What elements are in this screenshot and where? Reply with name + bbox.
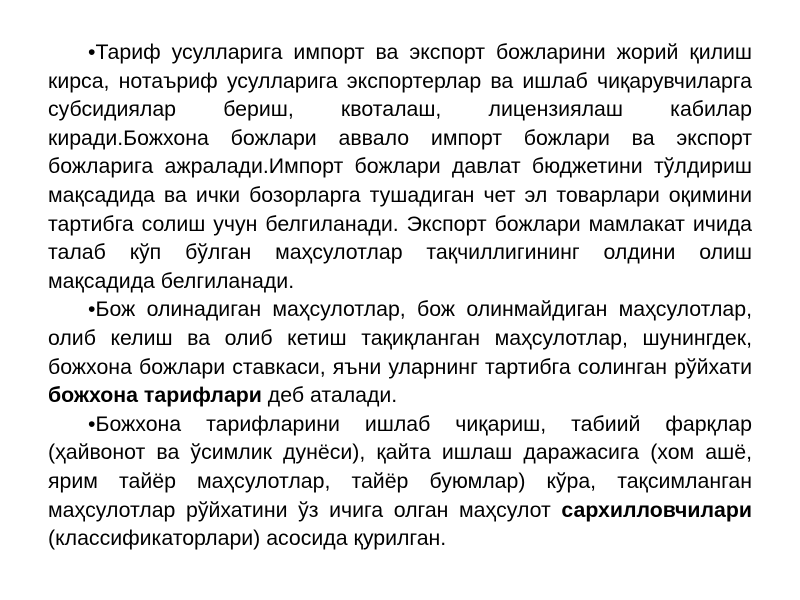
slide-body	[48, 38, 752, 553]
paragraph-customs-tariffs	[48, 295, 752, 409]
bullet-icon: •	[88, 411, 96, 436]
paragraph-text: Бож олинадиган маҳсулотлар, бож олинмайдиган маҳсулотлар, олиб келиш ва олиб кетиш тақиқланган маҳсулотлар, шунингдек, божхона божлари ставкаси, яъни уларнинг тартибга солинган рўйхати	[48, 297, 752, 379]
bold-term: божхона тарифлари	[48, 383, 262, 408]
bullet-icon: •	[88, 40, 96, 64]
bullet-icon: •	[88, 297, 96, 322]
bold-term: сархилловчилари	[561, 497, 752, 522]
paragraph-tariff-methods	[48, 38, 752, 295]
paragraph-text: деб аталади.	[261, 383, 398, 408]
paragraph-text: Божхона тарифларини ишлаб чиқариш, табиий фарқлар (ҳайвонот ва ўсимлик дунёси), қайта ишлаш даражасига (хом ашё, ярим тайёр маҳсулотлар, тайёр буюмлар) кўра, тақсимланган маҳсулотлар рўйхатини ўз ичига олган маҳсулот	[48, 411, 752, 522]
paragraph-classifiers	[48, 410, 752, 553]
paragraph-text: Тариф усулларига импорт ва экспорт божларини жорий қилиш кирса, нотаъриф усулларига экспортерлар ва ишлаб чиқарувчиларга субсидиялар бериш, квоталаш, лицензиялаш кабилар киради.Божхона божлари аввало импорт божлари ва экспорт божларига ажралади.Импорт божлари давлат бюджетини тўлдириш мақсадида ва ички бозорларга тушадиган чет эл товарлари оқимини тартибга солиш учун белгиланади. Экспорт божлари мамлакат ичида талаб кўп бўлган маҳсулотлар тақчиллигининг олдини олиш мақсадида белгиланади.	[48, 40, 752, 293]
paragraph-text: (классификаторлари) асосида қурилган.	[48, 526, 447, 551]
